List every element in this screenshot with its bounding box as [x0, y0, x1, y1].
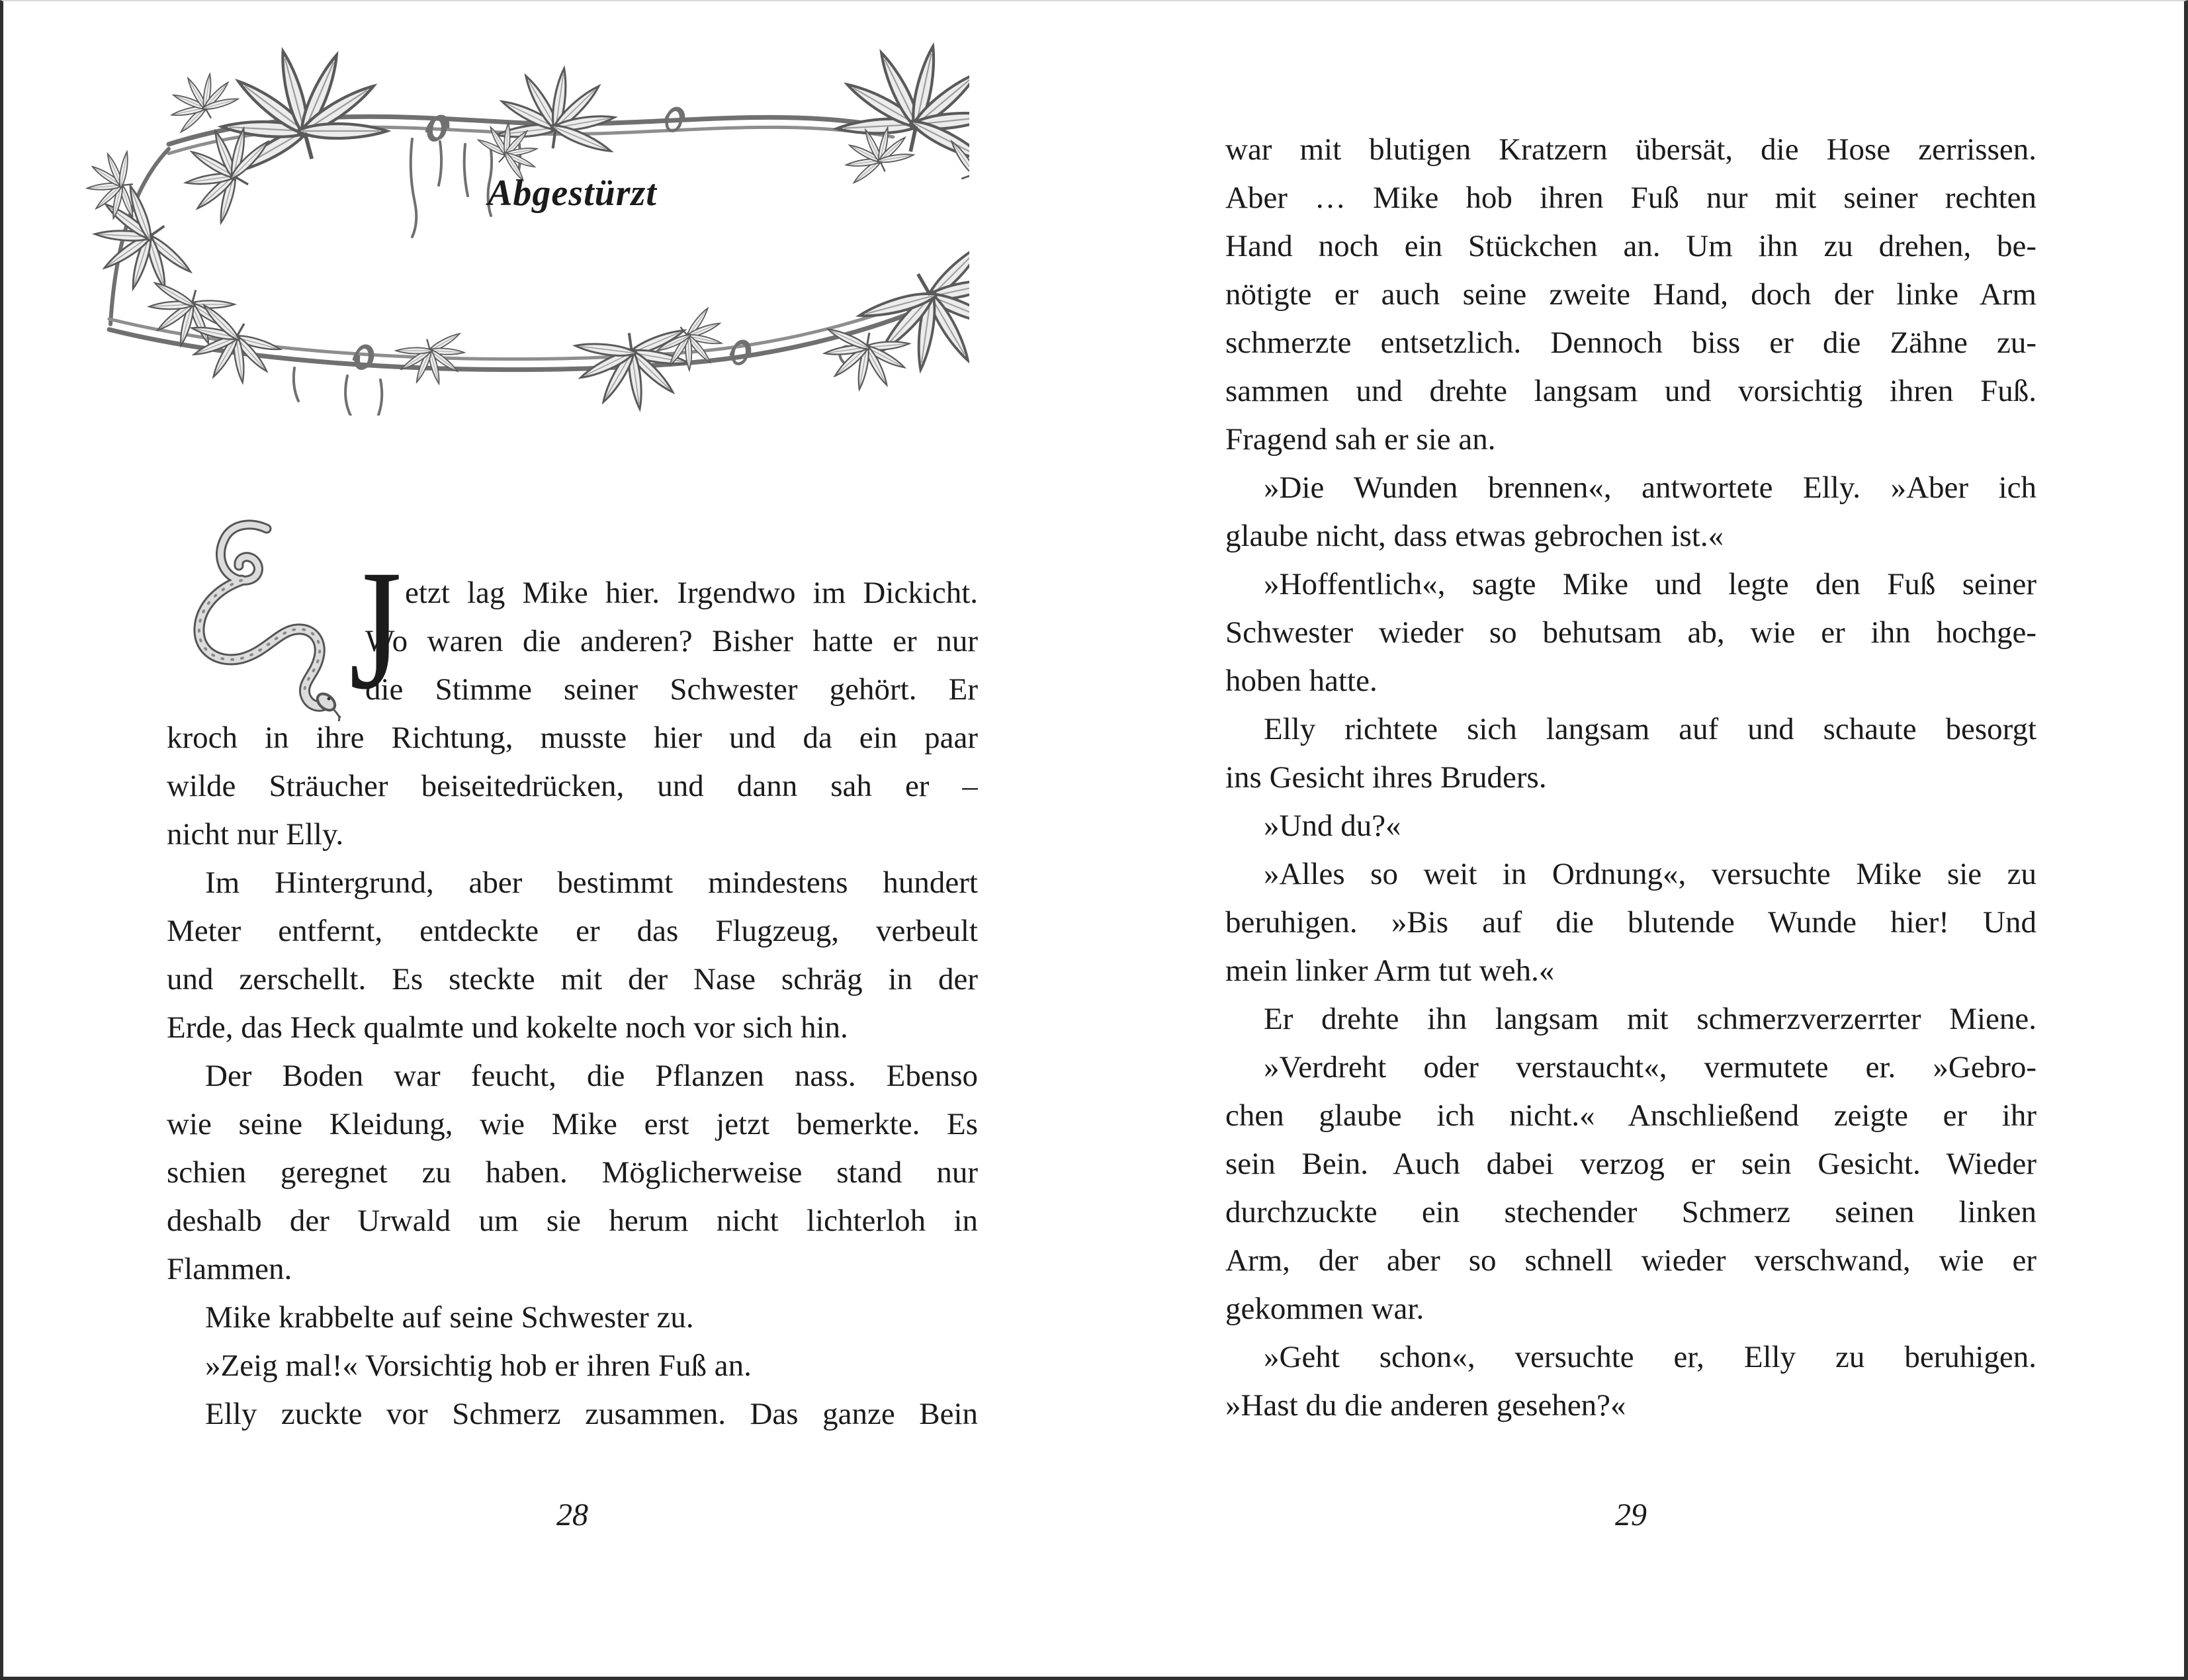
text-line: schmerzte entsetzlich. Dennoch biss er die Zähne zu-: [1225, 326, 2036, 360]
text-line: sein Bein. Auch dabei verzog er sein Gesicht. Wieder: [1225, 1147, 2036, 1181]
text-line: wilde Sträucher beiseitedrücken, und dann sah er –: [167, 769, 978, 803]
text-line: Hand noch ein Stückchen an. Um ihn zu drehen, be-: [1225, 229, 2036, 263]
text-line: chen glaube ich nicht.« Anschließend zeigte er ihr: [1225, 1098, 2036, 1133]
text-line: Elly richtete sich langsam auf und schaute besorgt: [1264, 712, 2036, 746]
text-line: etzt lag Mike hier. Irgendwo im Dickicht.: [405, 576, 978, 610]
text-line: Der Boden war feucht, die Pflanzen nass. Ebenso: [205, 1059, 978, 1093]
text-line: kroch in ihre Richtung, musste hier und da ein paar: [167, 721, 978, 755]
text-line: Aber … Mike hob ihren Fuß nur mit seiner rechten: [1225, 181, 2036, 215]
text-line: hoben hatte.: [1225, 664, 1378, 698]
text-line: schien geregnet zu haben. Möglicherweise stand nur: [167, 1155, 978, 1190]
text-line: Erde, das Heck qualmte und kokelte noch vor sich hin.: [167, 1010, 848, 1045]
text-line: Im Hintergrund, aber bestimmt mindestens hundert: [205, 865, 978, 900]
text-line: sammen und drehte langsam und vorsichtig ihren Fuß.: [1225, 374, 2036, 408]
text-line: »Alles so weit in Ordnung«, versuchte Mike sie zu: [1264, 857, 2036, 891]
page-number-left: 28: [556, 1497, 588, 1532]
text-line: Mike krabbelte auf seine Schwester zu.: [205, 1300, 694, 1335]
text-line: Meter entfernt, entdeckte er das Flugzeug, verbeult: [167, 914, 978, 948]
text-line: »Zeig mal!« Vorsichtig hob er ihren Fuß an.: [205, 1348, 752, 1383]
chapter-title: Abgestürzt: [488, 173, 657, 214]
text-line: gekommen war.: [1225, 1292, 1424, 1326]
text-line: nicht nur Elly.: [167, 817, 344, 852]
text-line: durchzuckte ein stechender Schmerz seinen linken: [1225, 1195, 2036, 1229]
text-line: nötigte er auch seine zweite Hand, doch der linke Arm: [1225, 277, 2036, 312]
text-line: ins Gesicht ihres Bruders.: [1225, 760, 1547, 795]
text-line: Schwester wieder so behutsam ab, wie er ihn hochge-: [1225, 615, 2036, 650]
text-line: glaube nicht, dass etwas gebrochen ist.«: [1225, 519, 1724, 553]
text-line: Arm, der aber so schnell wieder verschwand, wie er: [1225, 1243, 2036, 1278]
text-line: und zerschellt. Es steckte mit der Nase schräg in der: [167, 962, 978, 996]
drop-cap-initial: J: [349, 535, 402, 725]
text-line: Flammen.: [167, 1252, 292, 1286]
text-line: deshalb der Urwald um sie herum nicht lichterloh in: [167, 1204, 978, 1238]
page-number-right: 29: [1615, 1497, 1647, 1532]
text-line: »Die Wunden brennen«, antwortete Elly. »Aber ich: [1264, 470, 2036, 505]
text-line: mein linker Arm tut weh.«: [1225, 953, 1555, 988]
text-line: die Stimme seiner Schwester gehört. Er: [365, 672, 978, 707]
text-line: wie seine Kleidung, wie Mike erst jetzt bemerkte. Es: [167, 1107, 978, 1141]
text-line: war mit blutigen Kratzern übersät, die Hose zerrissen.: [1225, 132, 2036, 167]
text-line: Er drehte ihn langsam mit schmerzverzerrter Miene.: [1264, 1002, 2036, 1036]
text-line: »Und du?«: [1264, 809, 1401, 843]
right-page-text: [1225, 126, 2036, 1430]
text-line: »Geht schon«, versuchte er, Elly zu beruhigen.: [1264, 1340, 2036, 1374]
text-line: Fragend sah er sie an.: [1225, 422, 1496, 457]
text-line: »Verdreht oder verstaucht«, vermutete er. »Gebro-: [1264, 1050, 2036, 1084]
left-page-text: [167, 569, 978, 1438]
text-line: Elly zuckte vor Schmerz zusammen. Das ganze Bein: [205, 1397, 978, 1431]
text-line: Wo waren die anderen? Bisher hatte er nur: [365, 624, 978, 658]
text-line: beruhigen. »Bis auf die blutende Wunde hier! Und: [1225, 905, 2036, 940]
text-line: »Hoffentlich«, sagte Mike und legte den Fuß seiner: [1264, 567, 2036, 601]
text-line: »Hast du die anderen gesehen?«: [1225, 1388, 1626, 1423]
